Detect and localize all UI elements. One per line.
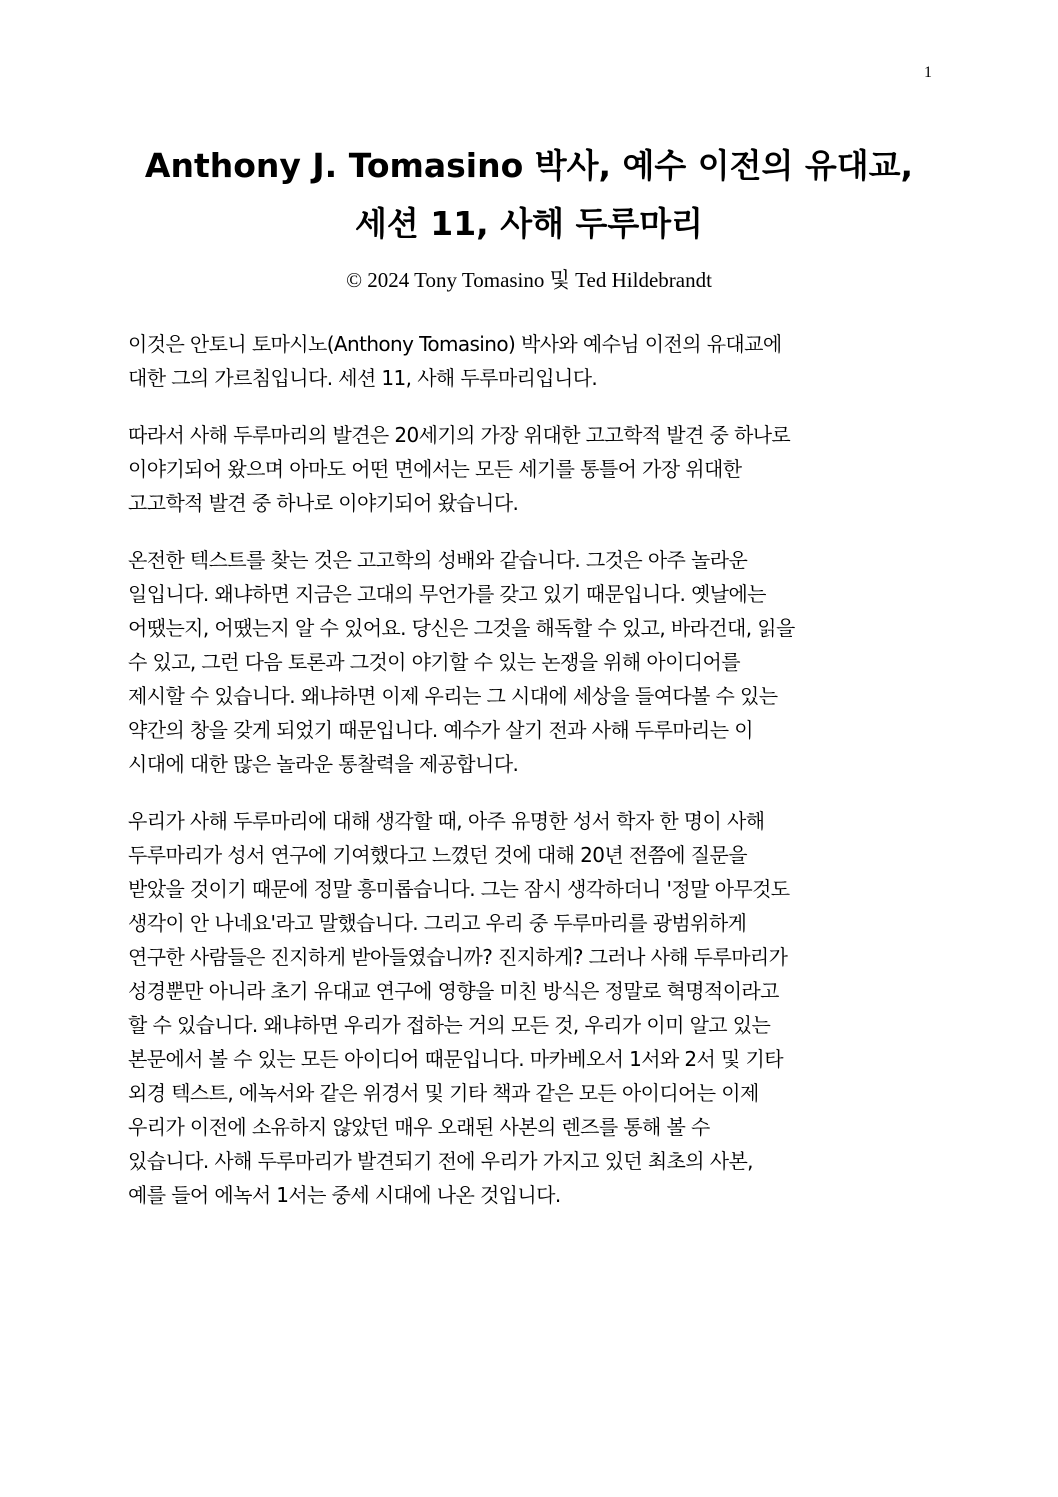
text-line: 본문에서 볼 수 있는 모든 아이디어 때문입니다. 마카베오서 1서와 2서 및 기타 — [128, 1047, 783, 1071]
title-line-2: 세션 11, 사해 두루마리 — [355, 204, 703, 243]
text-line: 우리가 사해 두루마리에 대해 생각할 때, 아주 유명한 성서 학자 한 명이 사해 — [128, 809, 765, 833]
text-line: 두루마리가 성서 연구에 기여했다고 느꼈던 것에 대해 20년 전쯤에 질문을 — [128, 843, 747, 867]
text-line: 이것은 안토니 토마시노(Anthony Tomasino) 박사와 예수님 이전의 유대교에 — [128, 332, 782, 356]
text-line: 있습니다. 사해 두루마리가 발견되기 전에 우리가 가지고 있던 최초의 사본, — [128, 1149, 753, 1173]
text-line: 할 수 있습니다. 왜냐하면 우리가 접하는 거의 모든 것, 우리가 이미 알고 있는 — [128, 1013, 771, 1037]
text-line: 고고학적 발견 중 하나로 이야기되어 왔습니다. — [128, 491, 519, 515]
text-line: 이야기되어 왔으며 아마도 어떤 면에서는 모든 세기를 통틀어 가장 위대한 — [128, 457, 742, 481]
text-line: 외경 텍스트, 에녹서와 같은 위경서 및 기타 책과 같은 모든 아이디어는 이제 — [128, 1081, 759, 1105]
text-line: 제시할 수 있습니다. 왜냐하면 이제 우리는 그 시대에 세상을 들여다볼 수 있는 — [128, 684, 778, 708]
text-line: 온전한 텍스트를 찾는 것은 고고학의 성배와 같습니다. 그것은 아주 놀라운 — [128, 548, 748, 572]
text-line: 우리가 이전에 소유하지 않았던 매우 오래된 사본의 렌즈를 통해 볼 수 — [128, 1115, 710, 1139]
text-line: 대한 그의 가르침입니다. 세션 11, 사해 두루마리입니다. — [128, 366, 598, 390]
paragraph-3 — [128, 543, 938, 781]
text-line: 시대에 대한 많은 놀라운 통찰력을 제공합니다. — [128, 752, 519, 776]
text-line: 수 있고, 그런 다음 토론과 그것이 야기할 수 있는 논쟁을 위해 아이디어를 — [128, 650, 740, 674]
text-line: 따라서 사해 두루마리의 발견은 20세기의 가장 위대한 고고학적 발견 중 하나로 — [128, 423, 791, 447]
copyright-notice: © 2024 Tony Tomasino 및 Ted Hildebrandt — [346, 268, 712, 292]
text-line: 생각이 안 나네요'라고 말했습니다. 그리고 우리 중 두루마리를 광범위하게 — [128, 911, 747, 935]
page-number: 1 — [924, 64, 932, 81]
text-line: 예를 들어 에녹서 1서는 중세 시대에 나온 것입니다. — [128, 1183, 561, 1207]
text-line: 약간의 창을 갖게 되었기 때문입니다. 예수가 살기 전과 사해 두루마리는 이 — [128, 718, 753, 742]
paragraph-2 — [128, 418, 938, 520]
title-line-1: Anthony J. Tomasino 박사, 예수 이전의 유대교, — [144, 146, 914, 185]
text-line: 연구한 사람들은 진지하게 받아들였습니까? 진지하게? 그러나 사해 두루마리가 — [128, 945, 788, 969]
paragraph-1 — [128, 327, 938, 395]
document-body — [128, 327, 938, 1235]
page-title — [0, 137, 1058, 253]
text-line: 성경뿐만 아니라 초기 유대교 연구에 영향을 미친 방식은 정말로 혁명적이라고 — [128, 979, 779, 1003]
paragraph-4 — [128, 804, 938, 1212]
text-line: 어땠는지, 어땠는지 알 수 있어요. 당신은 그것을 해독할 수 있고, 바라건대, 읽을 — [128, 616, 795, 640]
text-line: 일입니다. 왜냐하면 지금은 고대의 무언가를 갖고 있기 때문입니다. 옛날에는 — [128, 582, 766, 606]
text-line: 받았을 것이기 때문에 정말 흥미롭습니다. 그는 잠시 생각하더니 '정말 아무것도 — [128, 877, 790, 901]
